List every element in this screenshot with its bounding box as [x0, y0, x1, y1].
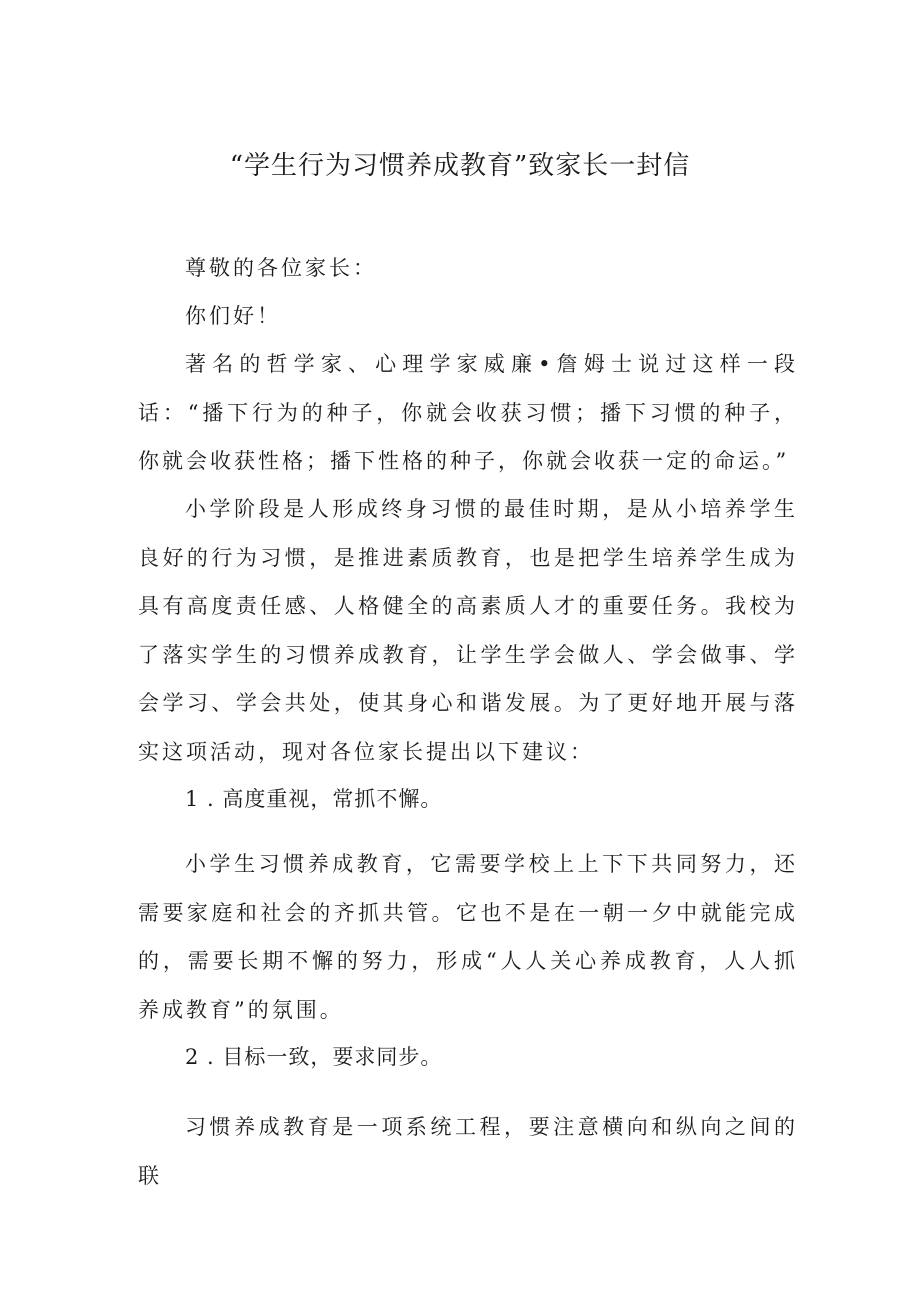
- item2-body: 习惯养成教育是一项系统工程，要注意横向和纵向之间的联: [138, 1115, 798, 1188]
- item1-body: 小学生习惯养成教育，它需要学校上上下下共同努力，还需要家庭和社会的齐抓共管。它也不是在一朝一夕中就能完成的，需要长期不懈的努力，形成“人人关心养成教育，人人抓养成教育”的氛围。: [138, 852, 798, 1022]
- paragraph-primary: 小学阶段是人形成终身习惯的最佳时期，是从小培养学生良好的行为习惯，是推进素质教育，也是把学生培养学生成为具有高度责任感、人格健全的高素质人才的重要任务。我校为了落实学生的习惯养成教育，让学生学会做人、学会做事、学会学习、学会共处，使其身心和谐发展。为了更好地开展与落实这项活动，现对各位家长提出以下建议：: [138, 497, 798, 764]
- paragraph-quote: 著名的哲学家、心理学家威廉•詹姆士说过这样一段话：“播下行为的种子，你就会收获习惯；播下习惯的种子，你就会收获性格；播下性格的种子，你就会收获一定的命运。”: [138, 352, 798, 473]
- item2-heading: 2 . 目标一致，要求同步。: [185, 1045, 443, 1069]
- greeting: 尊敬的各位家长：: [185, 256, 377, 280]
- document-title: “学生行为习惯养成教育”致家长一封信: [229, 151, 691, 181]
- hello: 你们好！: [185, 304, 281, 328]
- item1-heading: 1 . 高度重视，常抓不懈。: [185, 787, 443, 811]
